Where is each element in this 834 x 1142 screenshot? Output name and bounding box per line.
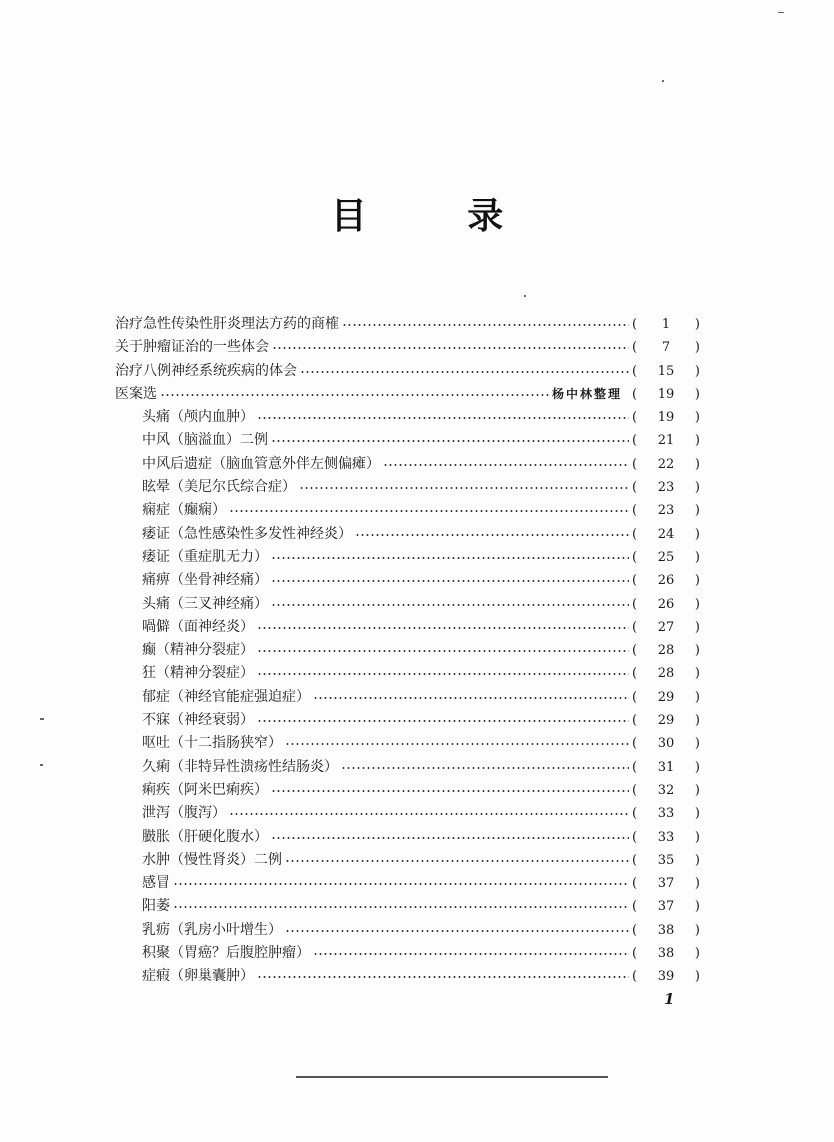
close-paren: ) (694, 759, 700, 775)
toc-entry (115, 453, 700, 476)
toc-page-number: 29 (657, 689, 675, 705)
close-paren: ) (694, 596, 700, 612)
toc-entry-page (632, 736, 700, 751)
toc-page-number: 37 (657, 899, 675, 915)
toc-dot-leader (285, 920, 629, 934)
scan-speck (778, 12, 784, 13)
toc-entry (115, 965, 700, 988)
toc-dot-leader (271, 570, 629, 584)
toc-entry-page (632, 806, 700, 821)
toc-entry-page (632, 899, 700, 914)
close-paren: ) (694, 549, 700, 565)
toc-entry-title: 痛痹（坐骨神经痛） (142, 572, 268, 589)
toc-page-number: 15 (657, 363, 675, 379)
open-paren: ( (632, 689, 638, 705)
close-paren: ) (694, 480, 700, 496)
close-paren: ) (694, 363, 700, 379)
close-paren: ) (694, 526, 700, 542)
toc-page-number: 30 (657, 736, 675, 752)
toc-entry (115, 313, 700, 336)
toc-entry (115, 523, 700, 546)
close-paren: ) (694, 806, 700, 822)
toc-entry-page (632, 387, 700, 402)
toc-dot-leader (272, 337, 629, 351)
toc-dot-leader (257, 663, 629, 677)
open-paren: ( (632, 922, 638, 938)
toc-page-number: 38 (657, 946, 675, 962)
open-paren: ( (632, 503, 638, 519)
toc-dot-leader (271, 430, 629, 444)
scan-speck (662, 80, 664, 82)
close-paren: ) (694, 922, 700, 938)
scan-speck (40, 764, 43, 766)
close-paren: ) (694, 946, 700, 962)
toc-entry-title: 痫症（癫痫） (142, 502, 226, 519)
toc-entry (115, 756, 700, 779)
toc-dot-leader (160, 384, 549, 398)
toc-entry (115, 662, 700, 685)
toc-dot-leader (271, 547, 629, 561)
toc-entry-page (632, 503, 700, 518)
close-paren: ) (694, 503, 700, 519)
toc-entry (115, 849, 700, 872)
toc-entry-title: 治疗八例神经系统疾病的体会 (115, 362, 297, 379)
open-paren: ( (632, 549, 638, 565)
toc-entry (115, 616, 700, 639)
open-paren: ( (632, 573, 638, 589)
toc-page-number: 33 (657, 806, 675, 822)
toc-page-number: 26 (657, 596, 675, 612)
toc-page-number: 19 (657, 386, 675, 402)
toc-page-number: 38 (657, 922, 675, 938)
toc-page-number: 28 (657, 666, 675, 682)
toc-dot-leader (257, 710, 629, 724)
open-paren: ( (632, 526, 638, 542)
toc-page-number: 23 (657, 503, 675, 519)
open-paren: ( (632, 317, 638, 332)
toc-entry-title: 臌胀（肝硬化腹水） (142, 828, 268, 845)
toc-entry-title: 头痛（三叉神经痛） (142, 595, 268, 612)
toc-dot-leader (257, 640, 629, 654)
toc-entry-page (632, 969, 700, 984)
toc-entry (115, 895, 700, 918)
toc-dot-leader (271, 780, 629, 794)
toc-dot-leader (285, 850, 629, 864)
toc-entry (115, 360, 700, 383)
toc-entry (115, 942, 700, 965)
toc-entry-page (632, 550, 700, 565)
close-paren: ) (694, 619, 700, 635)
toc-entry-page (632, 573, 700, 588)
close-paren: ) (694, 736, 700, 752)
toc-entry-title: 乳疬（乳房小叶增生） (142, 921, 282, 938)
close-paren: ) (694, 456, 700, 472)
toc-page-number: 7 (661, 340, 671, 356)
toc-entry-page (632, 876, 700, 891)
toc-entry-title: 症瘕（卵巢囊肿） (142, 968, 254, 985)
toc-entry-page (632, 713, 700, 728)
toc-entry-page (632, 783, 700, 798)
toc-page-number: 1 (661, 317, 671, 332)
close-paren: ) (694, 713, 700, 729)
open-paren: ( (632, 876, 638, 892)
toc-entry-title: 积聚（胃癌？后腹腔肿瘤） (142, 945, 310, 962)
toc-entry (115, 383, 700, 406)
toc-dot-leader (173, 896, 629, 910)
toc-dot-leader (271, 594, 629, 608)
toc-dot-leader (257, 407, 629, 421)
toc-entry-page (632, 620, 700, 635)
toc-entry-title: 阳萎 (142, 898, 170, 915)
toc-entry-page (632, 923, 700, 938)
open-paren: ( (632, 759, 638, 775)
toc-dot-leader (229, 500, 629, 514)
toc-entry-title: 狂（精神分裂症） (142, 665, 254, 682)
toc-dot-leader (342, 314, 629, 328)
toc-page-number: 24 (657, 526, 675, 542)
open-paren: ( (632, 363, 638, 379)
toc-page-number: 31 (657, 759, 675, 775)
table-of-contents (115, 313, 700, 989)
scan-edge-line (296, 1076, 608, 1078)
toc-entry (115, 686, 700, 709)
toc-entry-page (632, 457, 700, 472)
open-paren: ( (632, 386, 638, 402)
toc-entry-page (632, 760, 700, 775)
toc-entry (115, 802, 700, 825)
toc-entry-title: 呕吐（十二指肠狭窄） (142, 735, 282, 752)
toc-entry-title: 郁症（神经官能症强迫症） (142, 688, 310, 705)
toc-entry (115, 546, 700, 569)
toc-dot-leader (271, 827, 629, 841)
toc-entry-author: 杨中林整理 (551, 386, 622, 401)
toc-entry (115, 919, 700, 942)
open-paren: ( (632, 969, 638, 985)
toc-entry-title: 中风后遗症（脑血管意外伴左侧偏瘫） (142, 455, 380, 472)
toc-entry-page (632, 597, 700, 612)
toc-entry-page (632, 690, 700, 705)
toc-entry (115, 593, 700, 616)
toc-entry (115, 872, 700, 895)
toc-dot-leader (341, 757, 629, 771)
toc-entry-page (632, 317, 700, 332)
toc-entry-title: 医案选 (115, 385, 157, 402)
close-paren: ) (694, 689, 700, 705)
toc-entry-title: 关于肿瘤证治的一些体会 (115, 339, 269, 356)
toc-page-number: 26 (657, 573, 675, 589)
toc-entry-page (632, 364, 700, 379)
toc-entry-title: 痢疾（阿米巴痢疾） (142, 781, 268, 798)
close-paren: ) (694, 573, 700, 589)
close-paren: ) (694, 410, 700, 426)
toc-page-number: 19 (657, 410, 675, 426)
close-paren: ) (694, 876, 700, 892)
toc-dot-leader (257, 966, 629, 980)
toc-entry-title: 泄泻（腹泻） (142, 805, 226, 822)
open-paren: ( (632, 946, 638, 962)
toc-entry (115, 826, 700, 849)
toc-entry (115, 429, 700, 452)
close-paren: ) (694, 829, 700, 845)
open-paren: ( (632, 456, 638, 472)
toc-entry (115, 336, 700, 359)
toc-page-number: 37 (657, 876, 675, 892)
toc-page-number: 39 (657, 969, 675, 985)
toc-page-number: 35 (657, 852, 675, 868)
close-paren: ) (694, 340, 700, 356)
toc-entry-page (632, 830, 700, 845)
toc-dot-leader (355, 524, 629, 538)
toc-entry-title: 治疗急性传染性肝炎理法方药的商榷 (115, 316, 339, 332)
toc-entry-page (632, 527, 700, 542)
toc-entry-page (632, 433, 700, 448)
toc-entry (115, 406, 700, 429)
open-paren: ( (632, 806, 638, 822)
toc-entry (115, 569, 700, 592)
toc-dot-leader (313, 943, 629, 957)
toc-dot-leader (300, 361, 629, 375)
toc-entry-page (632, 643, 700, 658)
open-paren: ( (632, 596, 638, 612)
toc-dot-leader (313, 687, 629, 701)
toc-entry-title: 喎僻（面神经炎） (142, 618, 254, 635)
close-paren: ) (694, 643, 700, 659)
toc-page-number: 25 (657, 549, 675, 565)
toc-entry (115, 779, 700, 802)
page-number: 1 (664, 990, 675, 1008)
toc-entry (115, 639, 700, 662)
toc-page-number: 29 (657, 713, 675, 729)
toc-page-number: 28 (657, 643, 675, 659)
open-paren: ( (632, 433, 638, 449)
open-paren: ( (632, 480, 638, 496)
open-paren: ( (632, 852, 638, 868)
close-paren: ) (694, 969, 700, 985)
toc-dot-leader (173, 873, 629, 887)
toc-page-number: 22 (657, 456, 675, 472)
close-paren: ) (694, 899, 700, 915)
close-paren: ) (694, 386, 700, 402)
toc-entry (115, 476, 700, 499)
close-paren: ) (694, 852, 700, 868)
toc-page-number: 27 (657, 619, 675, 635)
toc-page-number: 33 (657, 829, 675, 845)
toc-entry-title: 感冒 (142, 875, 170, 892)
open-paren: ( (632, 713, 638, 729)
toc-entry-title: 头痛（颅内血肿） (142, 409, 254, 426)
close-paren: ) (694, 782, 700, 798)
page-title: 目 录 (330, 195, 548, 237)
toc-entry-page (632, 666, 700, 681)
close-paren: ) (694, 433, 700, 449)
scan-speck (524, 295, 526, 297)
toc-entry-page (632, 340, 700, 355)
open-paren: ( (632, 643, 638, 659)
toc-entry-page (632, 946, 700, 961)
toc-dot-leader (285, 733, 629, 747)
toc-entry-page (632, 480, 700, 495)
open-paren: ( (632, 782, 638, 798)
toc-entry-title: 水肿（慢性肾炎）二例 (142, 851, 282, 868)
open-paren: ( (632, 410, 638, 426)
toc-entry-title: 癫（精神分裂症） (142, 642, 254, 659)
toc-entry (115, 732, 700, 755)
open-paren: ( (632, 666, 638, 682)
toc-entry-title: 痿证（急性感染性多发性神经炎） (142, 525, 352, 542)
toc-page-number: 23 (657, 480, 675, 496)
open-paren: ( (632, 340, 638, 356)
toc-entry (115, 499, 700, 522)
scan-speck (40, 718, 44, 720)
toc-page-number: 21 (657, 433, 675, 449)
open-paren: ( (632, 899, 638, 915)
toc-entry-title: 中风（脑溢血）二例 (142, 432, 268, 449)
open-paren: ( (632, 736, 638, 752)
toc-entry-title: 眩晕（美尼尔氏综合症） (142, 479, 296, 496)
close-paren: ) (694, 666, 700, 682)
toc-entry (115, 709, 700, 732)
open-paren: ( (632, 619, 638, 635)
toc-entry-page (632, 853, 700, 868)
close-paren: ) (694, 317, 700, 332)
toc-entry-title: 不寐（神经衰弱） (142, 712, 254, 729)
open-paren: ( (632, 829, 638, 845)
toc-dot-leader (229, 803, 629, 817)
toc-entry-title: 久痢（非特异性溃疡性结肠炎） (142, 758, 338, 775)
toc-entry-title: 痿证（重症肌无力） (142, 548, 268, 565)
toc-dot-leader (257, 617, 629, 631)
toc-entry-page (632, 410, 700, 425)
toc-dot-leader (383, 454, 629, 468)
toc-dot-leader (299, 477, 629, 491)
toc-page-number: 32 (657, 782, 675, 798)
